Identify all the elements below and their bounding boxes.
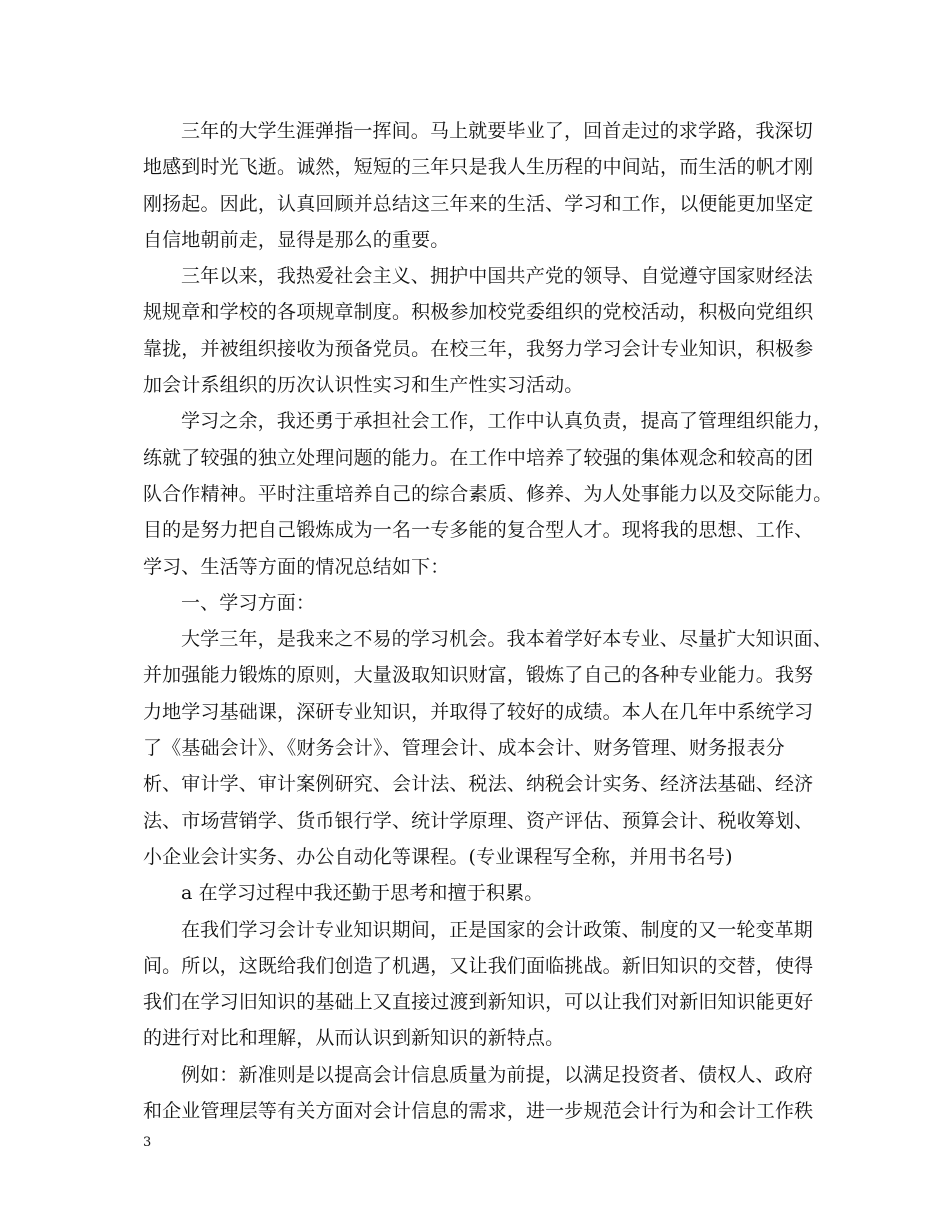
- text-line: 练就了较强的独立处理问题的能力。在工作中培养了较强的集体观念和较高的团: [143, 446, 814, 469]
- text-line: 自信地朝前走，显得是那么的重要。: [143, 228, 450, 251]
- text-line: 地感到时光飞逝。诚然，短短的三年只是我人生历程的中间站，而生活的帆才刚: [143, 156, 814, 179]
- text-line: 了《基础会计》、《财务会计》、管理会计、成本会计、财务管理、财务报表分: [143, 737, 785, 760]
- paragraph: [143, 912, 813, 1057]
- text-line: 大学三年，是我来之不易的学习机会。我本着学好本专业、尽量扩大知识面、: [181, 628, 833, 651]
- text-line: 规规章和学校的各项规章制度。积极参加校党委组织的党校活动，积极向党组织: [143, 301, 814, 324]
- text-line: 力地学习基础课，深研专业知识，并取得了较好的成绩。本人在几年中系统学习: [143, 700, 814, 723]
- text-line: 和企业管理层等有关方面对会计信息的需求，进一步规范会计行为和会计工作秩: [143, 1100, 814, 1123]
- text-line: 目的是努力把自己锻炼成为一名一专多能的复合型人才。现将我的思想、工作、: [143, 519, 814, 542]
- text-line: 靠拢，并被组织接收为预备党员。在校三年，我努力学习会计专业知识，积极参: [143, 337, 814, 360]
- text-line: 我们在学习旧知识的基础上又直接过渡到新知识，可以让我们对新旧知识能更好: [143, 991, 814, 1014]
- paragraph: [143, 113, 813, 258]
- text-line: 学习、生活等方面的情况总结如下：: [143, 555, 450, 578]
- paragraph: [143, 621, 833, 875]
- text-line: 小企业会计实务、办公自动化等课程。(专业课程写全称，并用书名号): [143, 845, 733, 868]
- text-line: a 在学习过程中我还勤于思考和擅于积累。: [181, 882, 544, 905]
- text-line: 析、审计学、审计案例研究、会计法、税法、纳税会计实务、经济法基础、经济: [143, 773, 814, 796]
- text-line: 三年的大学生涯弹指一挥间。马上就要毕业了，回首走过的求学路，我深切: [181, 120, 813, 142]
- text-line: 法、市场营销学、货币银行学、统计学原理、资产评估、预算会计、税收筹划、: [143, 809, 814, 832]
- text-line: 刚扬起。因此，认真回顾并总结这三年来的生活、学习和工作，以便能更加坚定: [143, 192, 814, 215]
- text-line: 三年以来，我热爱社会主义、拥护中国共产党的领导、自觉遵守国家财经法: [181, 265, 813, 288]
- paragraph: [143, 1057, 813, 1130]
- text-line: 例如：新准则是以提高会计信息质量为前提，以满足投资者、债权人、政府: [181, 1063, 813, 1086]
- paragraph: [143, 875, 813, 911]
- paragraph: [143, 403, 833, 584]
- text-line: 间。所以，这既给我们创造了机遇，又让我们面临挑战。新旧知识的交替，使得: [143, 954, 814, 977]
- text-line: 学习之余，我还勇于承担社会工作，工作中认真负责，提高了管理组织能力，: [181, 410, 833, 433]
- text-line: 一、学习方面：: [181, 591, 316, 614]
- page-number: 3: [143, 1135, 152, 1150]
- text-line: 并加强能力锻炼的原则，大量汲取知识财富，锻炼了自己的各种专业能力。我努: [143, 664, 814, 687]
- text-line: 加会计系组织的历次认识性实习和生产性实习活动。: [143, 374, 584, 397]
- text-line: 队合作精神。平时注重培养自己的综合素质、修养、为人处事能力以及交际能力。: [143, 482, 833, 505]
- text-line: 在我们学习会计专业知识期间，正是国家的会计政策、制度的又一轮变革期: [181, 918, 813, 941]
- paragraph: [143, 258, 813, 403]
- section-heading: [143, 585, 813, 621]
- text-line: 的进行对比和理解，从而认识到新知识的新特点。: [143, 1027, 565, 1050]
- body-text: [143, 113, 833, 1129]
